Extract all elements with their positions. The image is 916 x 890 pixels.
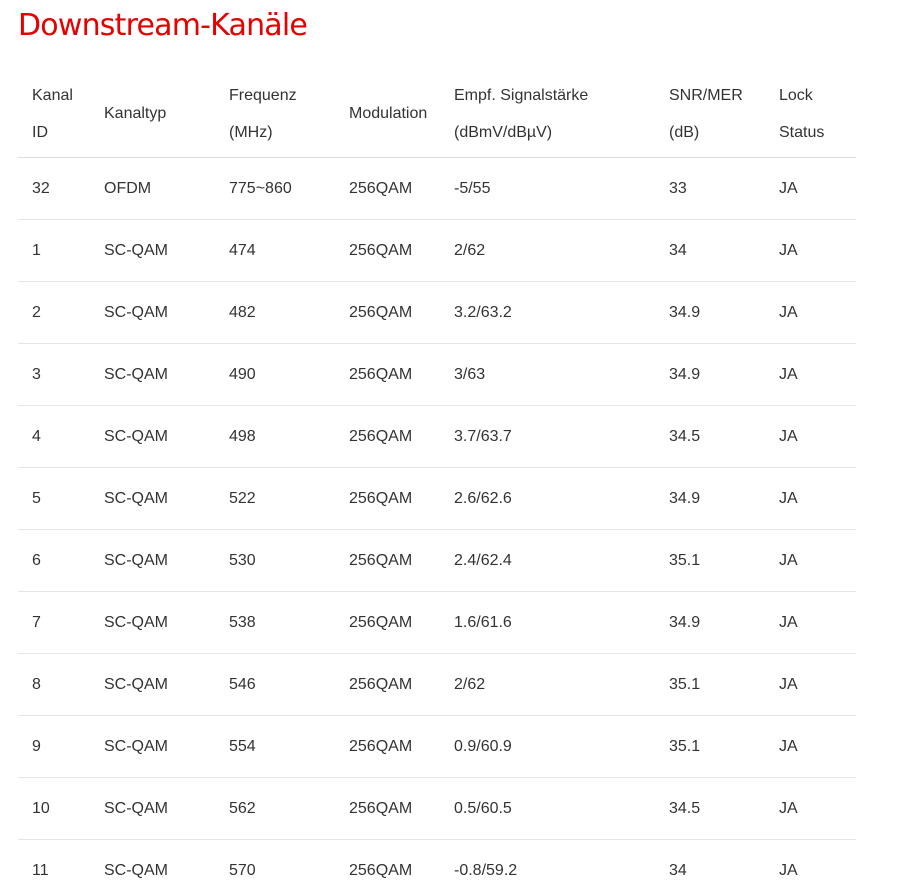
cell-channel-id: 11 xyxy=(18,840,90,890)
cell-lock-status: JA xyxy=(765,468,856,530)
cell-snr-mer: 34.9 xyxy=(655,592,765,654)
cell-lock-status: JA xyxy=(765,592,856,654)
cell-modulation: 256QAM xyxy=(335,282,440,344)
header-label: Lock xyxy=(779,86,813,104)
cell-modulation: 256QAM xyxy=(335,592,440,654)
cell-frequency: 538 xyxy=(215,592,335,654)
cell-signal-strength: 1.6/61.6 xyxy=(440,592,655,654)
column-header-frequency xyxy=(215,70,335,158)
cell-lock-status: JA xyxy=(765,220,856,282)
cell-channel-type: SC-QAM xyxy=(90,840,215,890)
cell-signal-strength: 3/63 xyxy=(440,344,655,406)
cell-snr-mer: 34.9 xyxy=(655,344,765,406)
cell-snr-mer: 35.1 xyxy=(655,716,765,778)
cell-channel-type: SC-QAM xyxy=(90,716,215,778)
cell-snr-mer: 34.9 xyxy=(655,282,765,344)
cell-modulation: 256QAM xyxy=(335,840,440,890)
table-row xyxy=(18,592,856,654)
table-row xyxy=(18,654,856,716)
table-header-row xyxy=(18,70,856,158)
table-header xyxy=(18,70,856,158)
cell-snr-mer: 33 xyxy=(655,158,765,220)
cell-channel-type: SC-QAM xyxy=(90,592,215,654)
cell-modulation: 256QAM xyxy=(335,654,440,716)
downstream-channels-table xyxy=(18,70,856,890)
cell-frequency: 546 xyxy=(215,654,335,716)
cell-frequency: 474 xyxy=(215,220,335,282)
cell-frequency: 570 xyxy=(215,840,335,890)
cell-channel-id: 1 xyxy=(18,220,90,282)
cell-signal-strength: 0.9/60.9 xyxy=(440,716,655,778)
cell-channel-id: 3 xyxy=(18,344,90,406)
cell-signal-strength: 3.2/63.2 xyxy=(440,282,655,344)
cell-snr-mer: 35.1 xyxy=(655,530,765,592)
cell-channel-type: SC-QAM xyxy=(90,220,215,282)
column-header-channel-type xyxy=(90,70,215,158)
cell-lock-status: JA xyxy=(765,530,856,592)
header-label: Modulation xyxy=(349,105,428,122)
column-header-modulation xyxy=(335,70,440,158)
cell-frequency: 530 xyxy=(215,530,335,592)
cell-signal-strength: 0.5/60.5 xyxy=(440,778,655,840)
header-label: SNR/MER xyxy=(669,86,743,104)
cell-channel-type: SC-QAM xyxy=(90,778,215,840)
column-header-channel-id xyxy=(18,70,90,158)
cell-channel-id: 5 xyxy=(18,468,90,530)
cell-modulation: 256QAM xyxy=(335,778,440,840)
cell-modulation: 256QAM xyxy=(335,716,440,778)
cell-frequency: 554 xyxy=(215,716,335,778)
table-row xyxy=(18,158,856,220)
cell-modulation: 256QAM xyxy=(335,220,440,282)
cell-lock-status: JA xyxy=(765,716,856,778)
cell-channel-id: 2 xyxy=(18,282,90,344)
header-label: Empf. Signalstärke xyxy=(454,86,589,104)
cell-channel-id: 4 xyxy=(18,406,90,468)
header-label-unit: (dB) xyxy=(669,123,700,141)
cell-snr-mer: 35.1 xyxy=(655,654,765,716)
header-label-unit: (dBmV/dBµV) xyxy=(454,123,553,141)
cell-channel-type: SC-QAM xyxy=(90,344,215,406)
cell-channel-id: 32 xyxy=(18,158,90,220)
cell-snr-mer: 34.5 xyxy=(655,778,765,840)
cell-lock-status: JA xyxy=(765,840,856,890)
column-header-lock-status xyxy=(765,70,856,158)
cell-snr-mer: 34.5 xyxy=(655,406,765,468)
cell-lock-status: JA xyxy=(765,282,856,344)
cell-channel-type: SC-QAM xyxy=(90,468,215,530)
header-label-unit: (MHz) xyxy=(229,123,273,141)
table-body xyxy=(18,158,856,890)
cell-lock-status: JA xyxy=(765,654,856,716)
cell-modulation: 256QAM xyxy=(335,530,440,592)
cell-channel-type: SC-QAM xyxy=(90,282,215,344)
cell-channel-type: SC-QAM xyxy=(90,654,215,716)
cell-signal-strength: -0.8/59.2 xyxy=(440,840,655,890)
cell-signal-strength: 2/62 xyxy=(440,654,655,716)
cell-channel-id: 8 xyxy=(18,654,90,716)
cell-signal-strength: 2.4/62.4 xyxy=(440,530,655,592)
cell-modulation: 256QAM xyxy=(335,344,440,406)
cell-channel-type: SC-QAM xyxy=(90,530,215,592)
cell-snr-mer: 34 xyxy=(655,220,765,282)
cell-channel-type: SC-QAM xyxy=(90,406,215,468)
cell-modulation: 256QAM xyxy=(335,406,440,468)
cell-signal-strength: 3.7/63.7 xyxy=(440,406,655,468)
cell-signal-strength: 2.6/62.6 xyxy=(440,468,655,530)
cell-channel-id: 6 xyxy=(18,530,90,592)
cell-lock-status: JA xyxy=(765,344,856,406)
table-row xyxy=(18,716,856,778)
cell-lock-status: JA xyxy=(765,778,856,840)
cell-frequency: 562 xyxy=(215,778,335,840)
page-title: Downstream-Kanäle xyxy=(18,8,308,43)
cell-signal-strength: -5/55 xyxy=(440,158,655,220)
table-row xyxy=(18,406,856,468)
cell-signal-strength: 2/62 xyxy=(440,220,655,282)
header-label: Frequenz xyxy=(229,86,297,104)
table-row xyxy=(18,344,856,406)
cell-frequency: 522 xyxy=(215,468,335,530)
column-header-signal-strength xyxy=(440,70,655,158)
table-row xyxy=(18,778,856,840)
cell-snr-mer: 34 xyxy=(655,840,765,890)
cell-channel-id: 9 xyxy=(18,716,90,778)
downstream-channels-table-container xyxy=(18,70,856,890)
cell-frequency: 490 xyxy=(215,344,335,406)
cell-channel-type: OFDM xyxy=(90,158,215,220)
table-row xyxy=(18,530,856,592)
header-label: Kanaltyp xyxy=(104,105,167,122)
cell-modulation: 256QAM xyxy=(335,468,440,530)
header-label: Kanal xyxy=(32,86,73,104)
cell-channel-id: 10 xyxy=(18,778,90,840)
cell-snr-mer: 34.9 xyxy=(655,468,765,530)
column-header-snr-mer xyxy=(655,70,765,158)
table-row xyxy=(18,220,856,282)
cell-channel-id: 7 xyxy=(18,592,90,654)
table-row xyxy=(18,468,856,530)
cell-frequency: 498 xyxy=(215,406,335,468)
cell-lock-status: JA xyxy=(765,406,856,468)
cell-lock-status: JA xyxy=(765,158,856,220)
cell-frequency: 482 xyxy=(215,282,335,344)
table-row xyxy=(18,840,856,890)
cell-modulation: 256QAM xyxy=(335,158,440,220)
cell-frequency: 775~860 xyxy=(215,158,335,220)
header-label-unit: Status xyxy=(779,123,825,141)
header-label-unit: ID xyxy=(32,123,48,141)
table-row xyxy=(18,282,856,344)
